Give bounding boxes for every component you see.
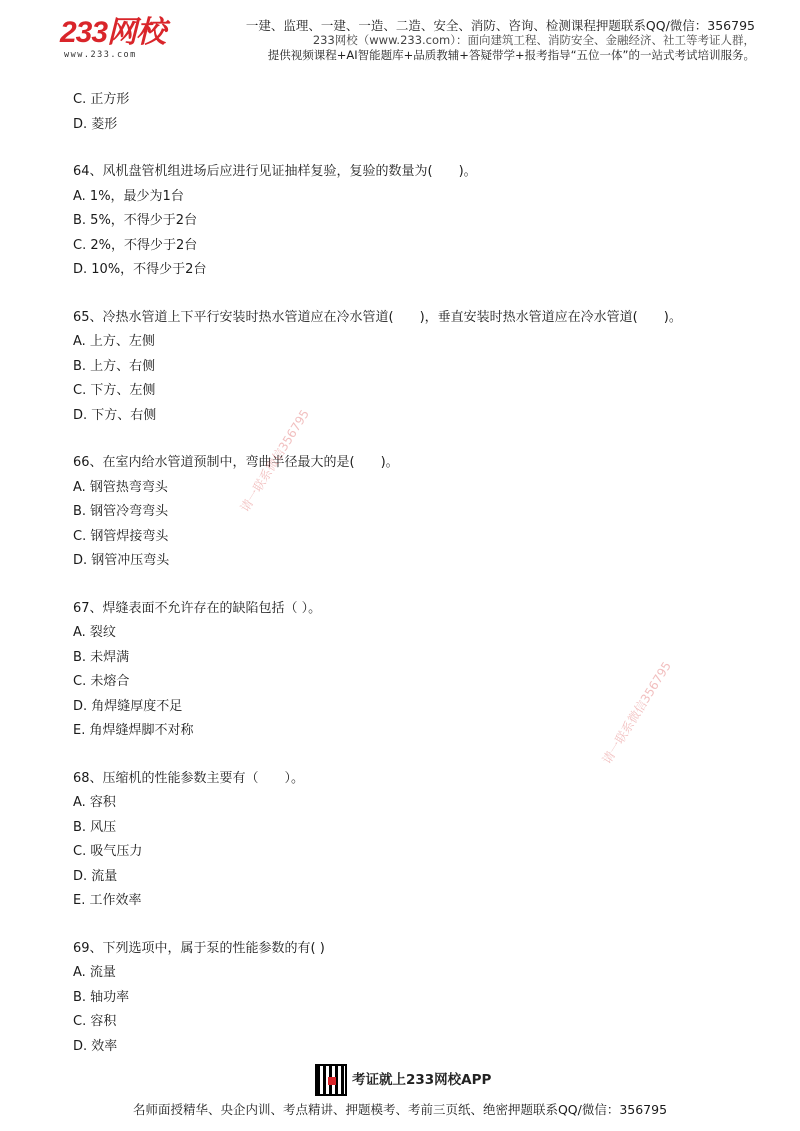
- question-65: [73, 306, 753, 429]
- option: A. 裂纹: [73, 625, 116, 640]
- option: B. 轴功率: [73, 989, 130, 1005]
- header-line-1: 一建、监理、一建、一造、二造、安全、消防、咨询、检测课程押题联系QQ/微信：356795: [245, 18, 755, 33]
- qr-code-icon: [315, 1064, 347, 1096]
- option: C. 正方形: [73, 92, 130, 107]
- option: C. 吸气压力: [73, 844, 143, 859]
- question-stem: 67、焊缝表面不允许存在的缺陷包括（ ）。: [73, 600, 322, 616]
- option: A. 1%，最少为1台: [73, 188, 184, 204]
- header-line-2: 233网校（www.233.com）：面向建筑工程、消防安全、金融经济、社工等考证人群，: [312, 33, 755, 47]
- question-stem: 64、风机盘管机组进场后应进行见证抽样复验，复验的数量为( )。: [73, 164, 477, 179]
- watermark: 请一联系微信356795: [237, 407, 312, 515]
- option: D. 10%，不得少于2台: [73, 262, 207, 277]
- header-line-3: 提供视频课程+AI智能题库+品质教辅+答疑带学+报考指导“五位一体”的一站式考试培训服务。: [267, 48, 755, 62]
- page-header: [0, 0, 800, 70]
- option: C. 未熔合: [73, 674, 130, 689]
- logo-text: 233网校: [60, 16, 166, 49]
- option: C. 2%，不得少于2台: [73, 237, 198, 253]
- question-stem: 69、下列选项中，属于泵的性能参数的有( ): [73, 940, 325, 956]
- option: D. 钢管冲压弯头: [73, 553, 170, 568]
- option: A. 容积: [73, 795, 116, 810]
- brand-logo: [60, 18, 165, 60]
- question-66: [73, 451, 753, 574]
- option: D. 效率: [73, 1038, 118, 1054]
- question-68: [73, 767, 753, 914]
- carryover-options: [73, 88, 753, 137]
- option: A. 上方、左侧: [73, 334, 155, 349]
- option: A. 钢管热弯弯头: [73, 479, 168, 495]
- option: B. 上方、右侧: [73, 358, 156, 374]
- option: B. 钢管冷弯弯头: [73, 504, 169, 519]
- question-stem: 65、冷热水管道上下平行安装时热水管道应在冷水管道( )，垂直安装时热水管道应在冷水管道( )。: [73, 309, 682, 325]
- option: D. 流量: [73, 868, 118, 884]
- logo-url: www.233.com: [64, 50, 137, 60]
- footer-slogan: 考证就上233网校APP: [352, 1072, 492, 1088]
- option: C. 下方、左侧: [73, 383, 156, 398]
- question-67: [73, 597, 753, 744]
- page-footer: [0, 1060, 800, 1131]
- watermark: 请一联系微信356795: [599, 659, 674, 767]
- question-content: [73, 88, 753, 1082]
- question-69: [73, 937, 753, 1060]
- option: B. 5%，不得少于2台: [73, 213, 198, 228]
- option: E. 工作效率: [73, 893, 142, 908]
- question-64: [73, 160, 753, 283]
- option: D. 角焊缝厚度不足: [73, 698, 183, 714]
- option: B. 未焊满: [73, 649, 130, 665]
- option: E. 角焊缝焊脚不对称: [73, 723, 194, 738]
- option: D. 下方、右侧: [73, 407, 157, 423]
- footer-line: 名师面授精华、央企内训、考点精讲、押题模考、考前三页纸、绝密押题联系QQ/微信：356795: [132, 1102, 668, 1117]
- option: D. 菱形: [73, 116, 118, 132]
- option: C. 容积: [73, 1014, 117, 1029]
- option: C. 钢管焊接弯头: [73, 528, 169, 544]
- question-stem: 66、在室内给水管道预制中，弯曲半径最大的是( )。: [73, 455, 399, 470]
- question-stem: 68、压缩机的性能参数主要有（ ）。: [73, 770, 305, 786]
- option: B. 风压: [73, 819, 117, 835]
- option: A. 流量: [73, 965, 116, 980]
